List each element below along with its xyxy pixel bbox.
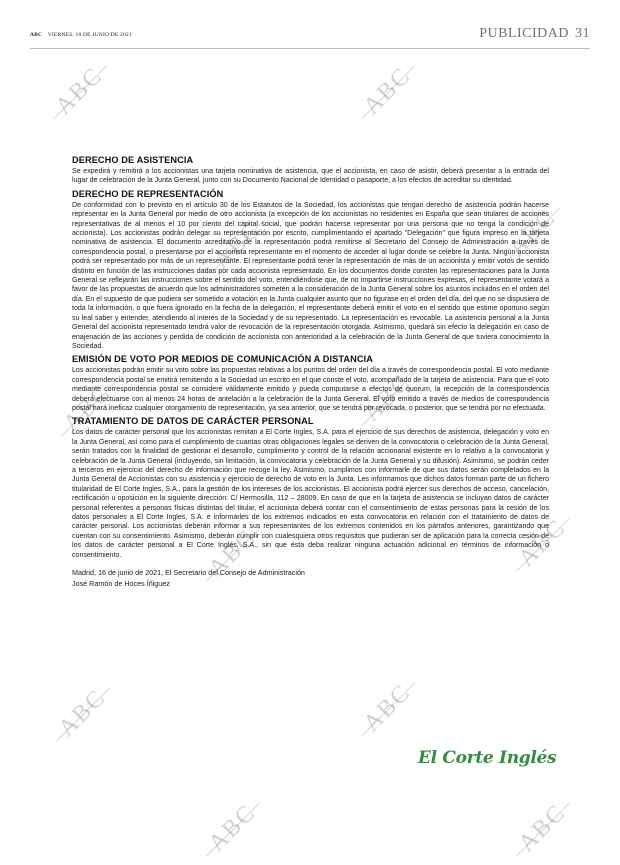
watermark: ABC [53, 684, 112, 742]
watermark: ABC [513, 799, 572, 857]
publication-date: VIERNES, 18 DE JUNIO DE 2021 [47, 32, 132, 38]
watermark: ABC [203, 524, 262, 582]
signature-block [72, 568, 549, 589]
watermark: ABC [358, 62, 417, 120]
watermark: ABC [358, 679, 417, 737]
section-text-voto-distancia: Los accionistas podrán emitir su voto sobre las propuestas relativas a los puntos del orden del día a través de correspondencia postal. El voto mediante correspondencia postal se emitirá remitiendo a la Sociedad un escrito en el que conste el voto, acompañado de la tarjeta de asistencia. Para que el voto mediante correspondencia postal se considere válidamente emitido y pueda computarse a efectos de quorum, la recepción de la correspondencia deberá efectuarse con al menos 24 horas de antelación a la celebración de la Junta General. El voto emitido a través de medios de correspondencia postal hará ineficaz cualquier otorgamiento de representación, ya sea anterior, que se tendrá por revocada, o posterior, que se tendrá por no efectuada. [72, 367, 549, 412]
section-label: PUBLICIDAD [479, 26, 569, 41]
page-number: 31 [575, 26, 590, 41]
header-left [30, 32, 132, 38]
watermark: ABC [358, 369, 417, 427]
el-corte-ingles-logo: El Corte Inglés [418, 748, 557, 768]
header-right [479, 26, 590, 42]
notice-body [72, 152, 549, 589]
signature-date-line: Madrid, 16 de junio de 2021, El Secretario del Consejo de Administración [72, 568, 305, 578]
section-title-datos-personales: TRATAMIENTO DE DATOS DE CARÁCTER PERSONAL [72, 416, 314, 427]
section-text-datos-personales: Los datos de carácter personal que los accionistas remitan a El Corte Ingles, S.A. para el ejercicio de sus derechos de asistencia, delegación y voto en la Junta General, así como para el cumplimiento de cuantas otras obligaciones legales se deriven de la convocatoria o celebración de la Junta General, serán tratados con la finalidad de gestionar el desarrollo, cumplimiento y control de la relación accionarial existente en lo relativo a la convocatoria y celebración de la Junta General (incluyendo, sin limitación, la convocatoria y celebración de la Junta General y su difusión). Asimismo, se podrán ceder a terceros en ejercicio del derecho de información que recoge la ley. Asimismo, cumplimos con informarle de que sus datos serán completados en la Junta General de Accionistas con su asistencia y ejercicio de derecho de voto en la Junta. Les informamos que dichos datos forman parte de un fichero titularidad de El Corte Ingles, S.A., para la gestión de los intereses de los accionistas. El accionista podrá ejercer sus derechos de acceso, cancelación, rectificación u oposición en la siguiente dirección: C/ Hermosilla, 112 – 28009. En caso de que en la tarjeta de asistencia se incluyan datos de carácter personal referentes a personas físicas distintas del titular, el accionista deberá contar con el consentimiento de estas personas para la cesión de los datos personales a El Corte Ingles, S.A. e informarles de los extremos indicados en esta convocatoria en relación con el tratamiento de datos de carácter personal. Los accionistas deberán informar a sus representantes de los extremos contenidos en los párrafos anteriores, garantizando que cuentan con su consentimiento. Asimismo, deberán cumplir con cualesquiera otros requisitos que pudieran ser de aplicación para la correcta cesión de los datos de carácter personal a El Corte Inglés, S.A., sin que ésta deba realizar ninguna actuación adicional en términos de información o consentimiento. [72, 429, 549, 559]
header-rule [30, 48, 590, 49]
watermark: ABC [208, 216, 267, 274]
watermark: ABC [503, 204, 562, 262]
watermark: ABC [513, 514, 572, 572]
section-text-representacion: De conformidad con lo previsto en el artículo 30 de los Estatutos de la Sociedad, los accionistas que tengan derecho de asistencia podrán hacerse representar en la Junta General por medio de otro accionista (a excepción de los accionistas no residentes en España que sean titulares de acciones representativas de al menos el 10 por ciento del capital social, que podrán hacerse representar por una persona que no tenga la condición de accionista). Los accionistas podrán delegar su representación por escrito, cumplimentando el apartado "Delegación" que figura impreso en la tarjeta nominativa de asistencia. El documento acreditativo de la representación podrá remitirse al Secretario del Consejo de Administración a través de correspondencia postal, o presentarse por el accionista representante en el momento de acceder al lugar donde se celebre la Junta. Ningún accionista podrá ser representado por más de un representante. El representante podrá tener la representación de más de un accionista y emitir votos de sentido distinto en función de las instrucciones dadas por cada accionista representado. En los documentos donde consten las representaciones para la Junta General se reflejarán las instrucciones sobre el sentido del voto, entendiéndose que, de no impartirse instrucciones expresas, el representante votará a favor de las propuestas de acuerdo que los administradores someten a la consideración de la Junta General sobre los asuntos incluidos en el orden del día. En el supuesto de que pudiera ser sometido a votación en la Junta cualquier asunto que no figurase en el orden del día, del que no se dispusiera de toda la información, o que fuera ignorado en la fecha de la delegación, el representante deberá emitir el voto en el sentido que estime oportuno según su leal saber y entender, atendiendo al interés de la Sociedad y de su representado. La representación es revocable. La asistencia personal a la Junta General del accionista representado tendrá valor de revocación de la representación otorgada. Asimismo, quedará sin efecto la delegación en caso de enajenación de las acciones y perdida de condición de accionista con anterioridad a la celebración de la Junta General de que tuviera conocimiento la Sociedad. [72, 201, 549, 350]
section-title-representacion: DERECHO DE REPRESENTACIÓN [72, 188, 224, 199]
signature-name: José Ramón de Hoces Íñiguez [72, 578, 170, 588]
page-header [30, 26, 590, 48]
watermark: ABC [203, 799, 262, 857]
brand-label: ABC [30, 32, 43, 38]
section-title-asistencia: DERECHO DE ASISTENCIA [72, 155, 194, 165]
watermark: ABC [50, 62, 109, 120]
section-title-voto-distancia: EMISIÓN DE VOTO POR MEDIOS DE COMUNICACIÓN A DISTANCIA [72, 354, 373, 365]
section-text-asistencia: Se expedirá y remitirá a los accionistas una tarjeta nominativa de asistencia, que el accionista, en caso de asistir, deberá presentar a la entrada del lugar de celebración de la Junta General, junto con su Documento Nacional de Identidad o pasaporte, a los efectos de acreditar su identidad. [72, 168, 549, 185]
watermark: ABC [58, 379, 117, 437]
